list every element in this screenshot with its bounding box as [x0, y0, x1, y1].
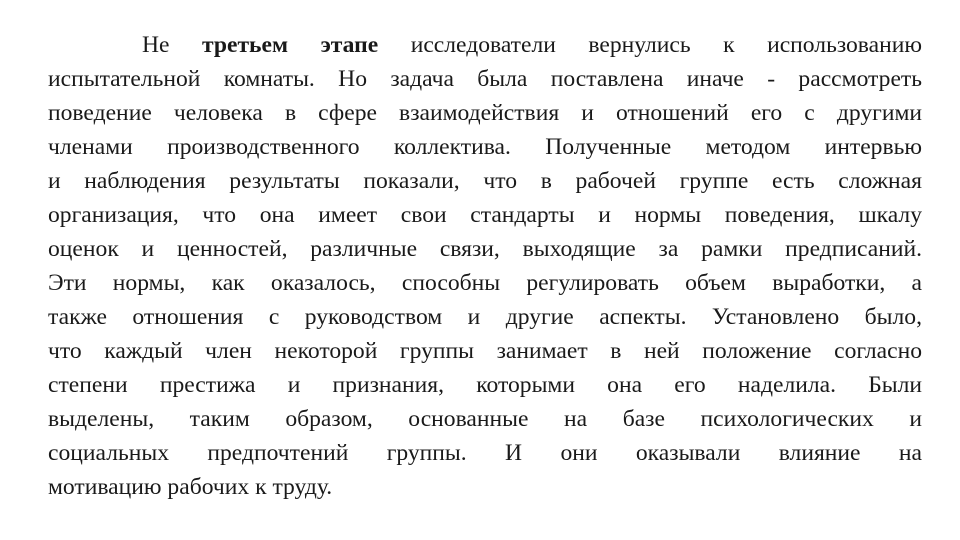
paragraph-line-6: организация, что она имеет свои стандарты и нормы поведения, шкалу	[48, 202, 922, 228]
paragraph-line-9: также отношения с руководством и другие аспекты. Установлено было,	[48, 304, 922, 330]
paragraph-line-1	[48, 28, 922, 62]
paragraph-line-13: социальных предпочтений группы. И они оказывали влияние на	[48, 440, 922, 466]
paragraph-line-10: что каждый член некоторой группы занимает в ней положение согласно	[48, 338, 922, 364]
paragraph-line-12: выделены, таким образом, основанные на базе психологических и	[48, 406, 922, 432]
body-paragraph	[48, 28, 922, 504]
line-1-rest: исследователи вернулись к использованию	[378, 32, 922, 58]
paragraph-line-4: членами производственного коллектива. Полученные методом интервью	[48, 134, 922, 160]
paragraph-line-8: Эти нормы, как оказалось, способны регулировать объем выработки, а	[48, 270, 922, 296]
paragraph-line-7: оценок и ценностей, различные связи, выходящие за рамки предписаний.	[48, 236, 922, 262]
paragraph-line-3: поведение человека в сфере взаимодействия и отношений его с другими	[48, 100, 922, 126]
paragraph-line-11: степени престижа и признания, которыми она его наделила. Были	[48, 372, 922, 398]
paragraph-line-2: испытательной комнаты. Но задача была поставлена иначе - рассмотреть	[48, 66, 922, 92]
paragraph-line-14: мотивацию рабочих к труду.	[48, 474, 333, 500]
line-1-lead: Не	[142, 32, 202, 58]
emphasized-phrase: третьем этапе	[202, 32, 379, 58]
paragraph-line-5: и наблюдения результаты показали, что в рабочей группе есть сложная	[48, 168, 922, 194]
